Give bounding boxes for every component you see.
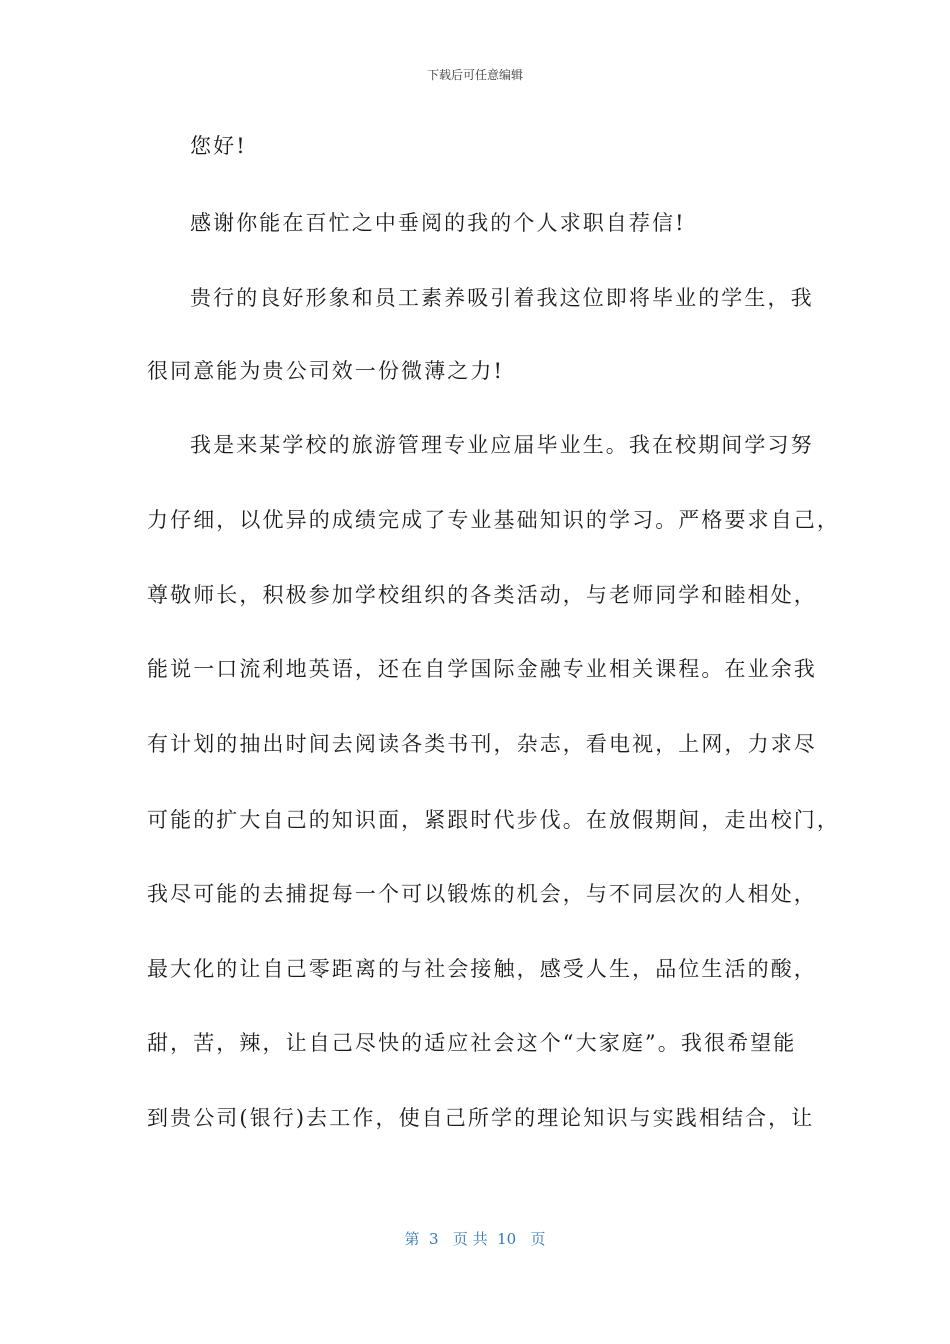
paragraph-line: 很同意能为贵公司效一份微薄之力! [147,359,505,383]
paragraph-line: 有计划的抽出时间去阅读各类书刊，杂志，看电视，上网，力求尽 [147,732,817,756]
paragraph-line: 我是来某学校的旅游管理专业应届毕业生。我在校期间学习努 [190,433,814,457]
paragraph-line: 我尽可能的去捕捉每一个可以锻炼的机会，与不同层次的人相处， [147,882,817,906]
paragraph-line: 力仔细，以优异的成绩完成了专业基础知识的学习。严格要求自己， [147,508,840,532]
page-number-footer: 第 3 页 共 10 页 [404,1230,546,1248]
paragraph-line: 贵行的良好形象和员工素养吸引着我这位即将毕业的学生，我 [190,286,814,310]
paragraph-line: 到贵公司(银行)去工作，使自己所学的理论知识与实践相结合，让 [147,1106,815,1130]
paragraph-line: 尊敬师长，积极参加学校组织的各类活动，与老师同学和睦相处， [147,583,817,607]
paragraph-line: 感谢你能在百忙之中垂阅的我的个人求职自荐信! [190,211,686,235]
greeting-line: 您好! [190,134,247,158]
paragraph-line: 能说一口流利地英语，还在自学国际金融专业相关课程。在业余我 [147,657,817,681]
paragraph-line: 甜，苦，辣，让自己尽快的适应社会这个“大家庭”。我很希望能 [147,1031,797,1055]
page-header-note: 下载后可任意编辑 [426,68,523,82]
paragraph-line: 可能的扩大自己的知识面，紧跟时代步伐。在放假期间，走出校门， [147,808,840,832]
paragraph-line: 最大化的让自己零距离的与社会接触，感受人生，品位生活的酸， [147,957,817,981]
